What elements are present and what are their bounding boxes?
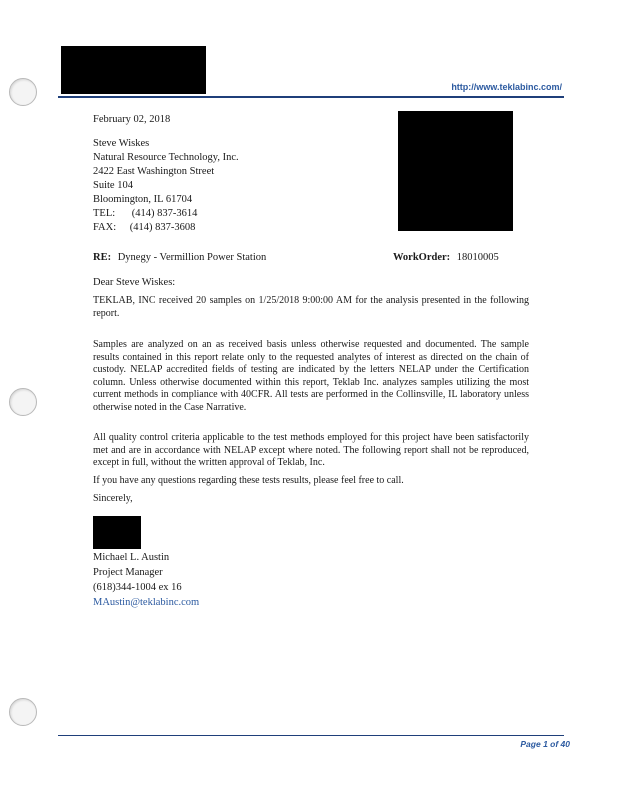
signer-phone: (618)344-1004 ex 16: [93, 582, 182, 593]
workorder-label: WorkOrder:: [393, 252, 451, 263]
paragraph-questions: If you have any questions regarding these tests results, please feel free to call.: [93, 475, 404, 486]
signer-title: Project Manager: [93, 567, 163, 578]
signer-name: Michael L. Austin: [93, 552, 170, 563]
footer-divider: [58, 735, 564, 736]
binder-hole: [9, 78, 37, 106]
re-label: RE:: [93, 252, 112, 263]
recipient-street: 2422 East Washington Street: [93, 166, 215, 177]
recipient-name: Steve Wiskes: [93, 138, 150, 149]
fax-label: FAX:: [93, 222, 117, 233]
header-url: http://www.teklabinc.com/: [451, 82, 562, 92]
page-number: Page 1 of 40: [520, 739, 570, 749]
header-divider: [58, 96, 564, 98]
redacted-stamp: [398, 111, 513, 231]
recipient-suite: Suite 104: [93, 180, 133, 191]
paragraph-quality: All quality control criteria applicable to the test methods employed for this project have been satisfactorily met and are in accordance with NELAP except where noted. The following report shall not be reproduced, except in full, without the written approval of Teklab, Inc.: [93, 432, 529, 469]
fax-value: (414) 837-3608: [129, 222, 196, 233]
closing: Sincerely,: [93, 493, 133, 504]
re-line: [93, 252, 513, 263]
redacted-logo: [61, 46, 206, 94]
paragraph-received: TEKLAB, INC received 20 samples on 1/25/2018 9:00:00 AM for the analysis presented in the following report.: [93, 295, 529, 319]
tel-value: (414) 837-3614: [131, 208, 198, 219]
letter-date: February 02, 2018: [93, 114, 171, 125]
binder-hole: [9, 698, 37, 726]
tel-label: TEL:: [93, 208, 116, 219]
binder-hole: [9, 388, 37, 416]
recipient-city: Bloomington, IL 61704: [93, 194, 193, 205]
workorder: [393, 252, 499, 263]
signer-email-link[interactable]: MAustin@teklabinc.com: [93, 597, 200, 608]
salutation: Dear Steve Wiskes:: [93, 277, 176, 288]
re-value: Dynegy - Vermillion Power Station: [117, 252, 267, 263]
recipient-tel: [93, 207, 197, 221]
paragraph-analysis: Samples are analyzed on an as received basis unless otherwise requested and documented. The sample results contained in this report relate only to the requested analytes of interest as directed on the chain of custody. NELAP accredited fields of testing are indicated by the letters NELAP under the Certification column. Unless otherwise documented within this report, Teklab Inc. analyzes samples utilizing the most current methods in compliance with 40CFR. All tests are performed in the Collinsville, IL laboratory unless otherwise noted in the Case Narrative.: [93, 339, 529, 413]
workorder-value: 18010005: [456, 252, 499, 263]
recipient-fax: [93, 221, 195, 235]
redacted-signature: [93, 516, 141, 549]
recipient-company: Natural Resource Technology, Inc.: [93, 152, 239, 163]
